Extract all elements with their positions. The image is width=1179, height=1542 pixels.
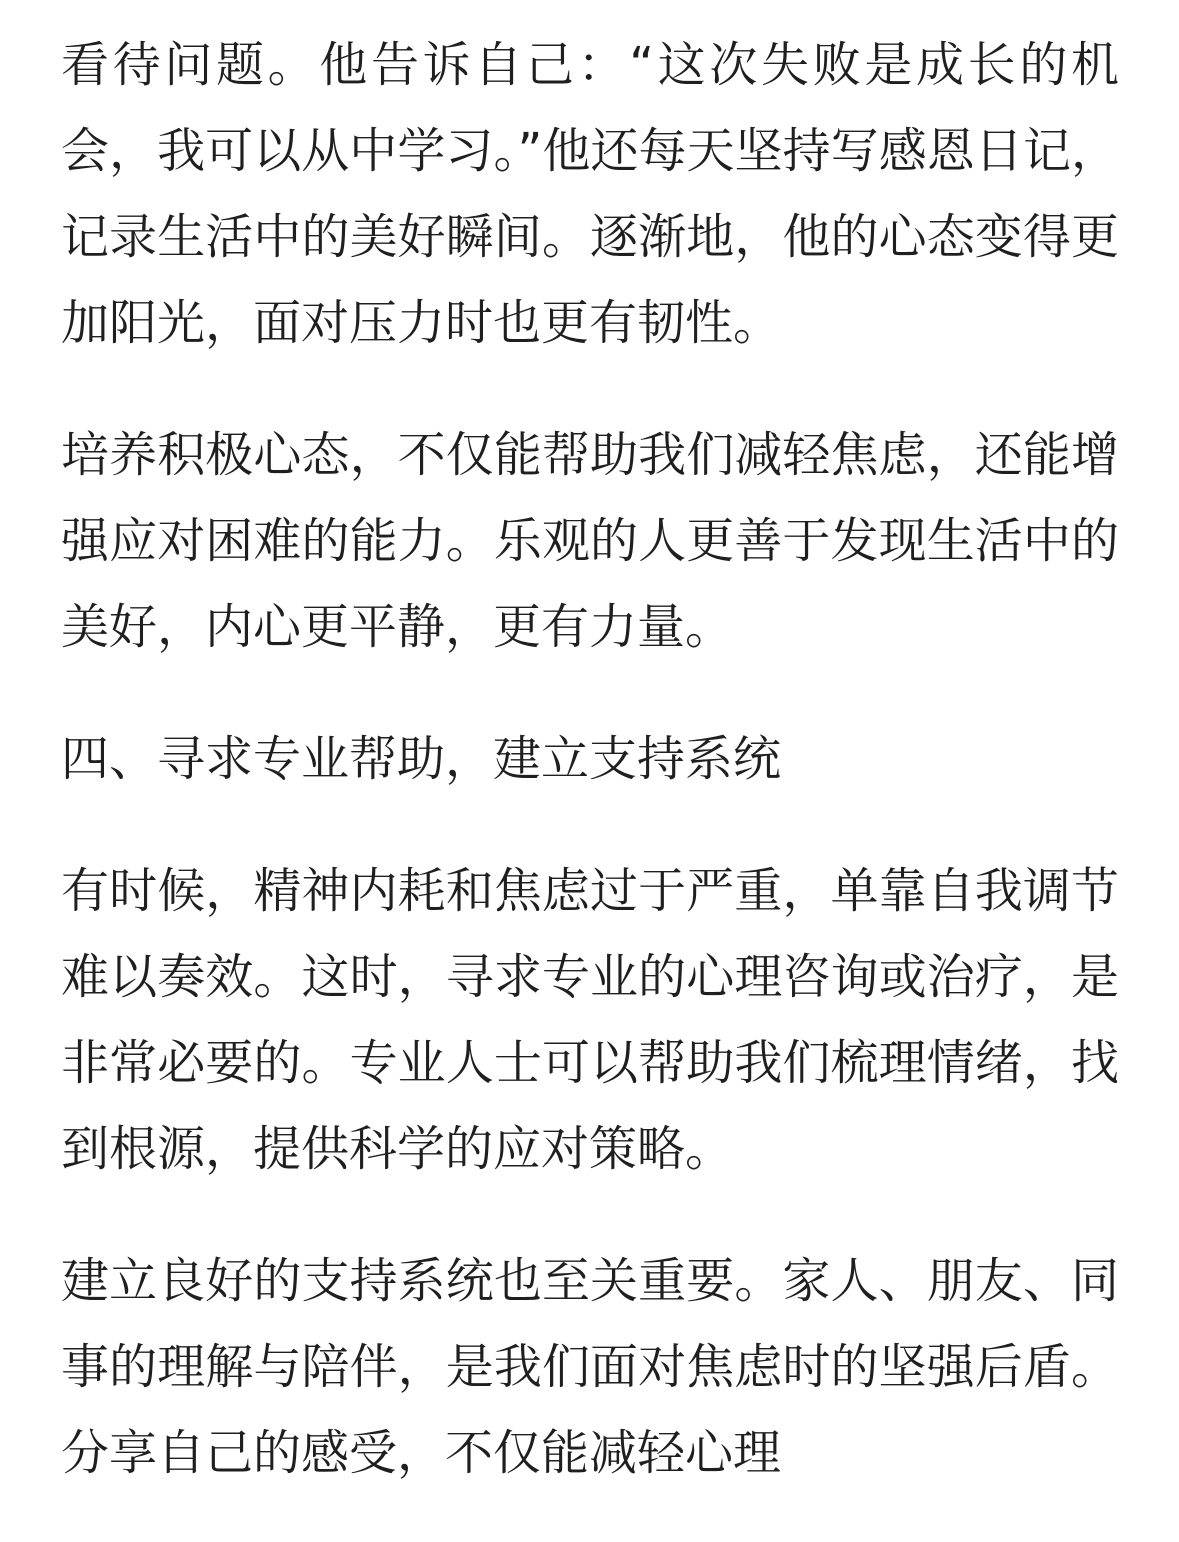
paragraph-positive-thinking-example: 看待问题。他告诉自己：“这次失败是成长的机会，我可以从中学习。”他还每天坚持写感恩日记，记录生活中的美好瞬间。逐渐地，他的心态变得更加阳光，面对压力时也更有韧性。 [61,37,1119,351]
paragraph-support-system: 建立良好的支持系统也至关重要。家人、朋友、同事的理解与陪伴，是我们面对焦虑时的坚强后盾。分享自己的感受，不仅能减轻心理 [61,1253,1119,1481]
article-body [61,22,1119,1542]
paragraph-positive-mindset-benefits: 培养积极心态，不仅能帮助我们减轻焦虑，还能增强应对困难的能力。乐观的人更善于发现生活中的美好，内心更平静，更有力量。 [61,427,1119,655]
section-heading: 四、寻求专业帮助，建立支持系统 [61,731,782,787]
paragraph-professional-help: 有时候，精神内耗和焦虑过于严重，单靠自我调节难以奏效。这时，寻求专业的心理咨询或治疗，是非常必要的。专业人士可以帮助我们梳理情绪，找到根源，提供科学的应对策略。 [61,863,1119,1177]
